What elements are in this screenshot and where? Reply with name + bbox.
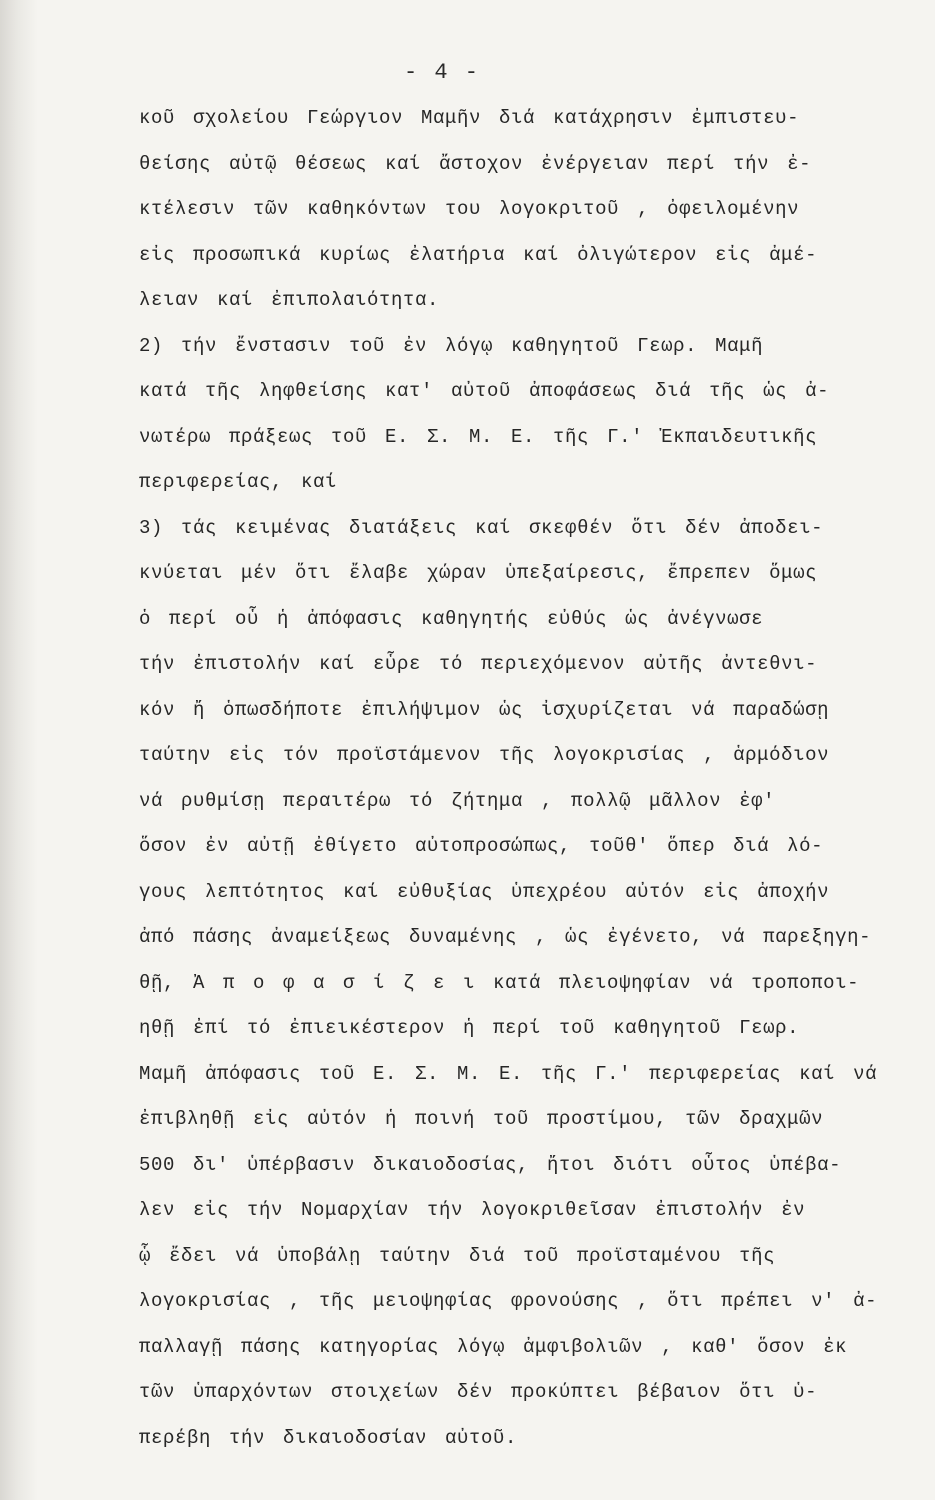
text-line: 2) τήν ἔνστασιν τοῦ ἐν λόγῳ καθηγητοῦ Γεωρ. Μαμῆ <box>139 334 764 357</box>
text-line: κόν ἤ ὁπωσδήποτε ἐπιλήψιμον ὡς ἰσχυρίζεται νά παραδώσῃ <box>139 698 830 721</box>
text-line: νωτέρω πράξεως τοῦ Ε. Σ. Μ. Ε. τῆς Γ.' Ἐκπαιδευτικῆς <box>139 425 818 448</box>
text-line: περέβη τήν δικαιοδοσίαν αὐτοῦ. <box>139 1426 518 1449</box>
text-line: ἀπό πάσης ἀναμείξεως δυναμένης , ὡς ἐγένετο, νά παρεξηγη- <box>139 926 872 948</box>
text-line: κτέλεσιν τῶν καθηκόντων του λογοκριτοῦ , ὀφειλομένην <box>139 198 800 220</box>
text-line: ταύτην εἰς τόν προϊστάμενον τῆς λογοκρισίας , ἁρμόδιον <box>139 744 830 766</box>
text-line: κοῦ σχολείου Γεώργιον Μαμῆν διά κατάχρησιν ἐμπιστευ- <box>139 107 800 129</box>
text-line: λεν εἰς τήν Νομαρχίαν τήν λογοκριθεῖσαν ἐπιστολήν ἐν <box>139 1199 806 1221</box>
text-line: ᾧ ἔδει νά ὑποβάλῃ ταύτην διά τοῦ προϊσταμένου τῆς <box>139 1244 776 1267</box>
text-line: λογοκρισίας , τῆς μειοψηφίας φρονούσης , ὅτι πρέπει ν' ἀ- <box>139 1290 878 1312</box>
text-line: γους λεπτότητος καί εὐθυξίας ὑπεχρέου αὐτόν εἰς ἀποχήν <box>139 880 830 903</box>
text-line: θείσης αὐτῷ θέσεως καί ἄστοχον ἐνέργειαν περί τήν ἐ- <box>139 152 812 175</box>
text-line: 3) τάς κειμένας διατάξεις καί σκεφθέν ὅτι δέν ἀποδει- <box>139 516 824 539</box>
text-line: Μαμῆ ἀπόφασις τοῦ Ε. Σ. Μ. Ε. τῆς Γ.' περιφερείας καί νά <box>139 1062 878 1085</box>
text-line: τῶν ὑπαρχόντων στοιχείων δέν προκύπτει βέβαιον ὅτι ὑ- <box>139 1381 818 1403</box>
document-body <box>139 96 899 1461</box>
text-line: τήν ἐπιστολήν καί εὗρε τό περιεχόμενον αὐτῆς ἀντεθνι- <box>139 653 818 675</box>
text-line: ηθῇ ἐπί τό ἐπιεικέστερον ἡ περί τοῦ καθηγητοῦ Γεωρ. <box>139 1017 800 1039</box>
text-line: κνύεται μέν ὅτι ἔλαβε χώραν ὑπεξαίρεσις, ἔπρεπεν ὅμως <box>139 562 818 584</box>
text-line: 500 δι' ὑπέρβασιν δικαιοδοσίας, ἤτοι διότι οὗτος ὑπέβα- <box>139 1153 842 1176</box>
text-line: ὁ περί οὗ ἡ ἀπόφασις καθηγητής εὐθύς ὡς ἀνέγνωσε <box>139 607 764 630</box>
text-line: περιφερείας, καί <box>139 471 338 493</box>
text-line: ἐπιβληθῇ εἰς αὐτόν ἡ ποινή τοῦ προστίμου, τῶν δραχμῶν <box>139 1108 824 1130</box>
text-line: κατά τῆς ληφθείσης κατ' αὐτοῦ ἀποφάσεως διά τῆς ὡς ἀ- <box>139 380 830 402</box>
page-number: - 4 - <box>403 60 480 85</box>
text-line: λειαν καί ἐπιπολαιότητα. <box>139 289 440 311</box>
scan-edge-shadow <box>0 0 38 1500</box>
text-line: θῇ, Ἀ π ο φ α σ ί ζ ε ι κατά πλειοψηφίαν νά τροποποι- <box>139 971 860 994</box>
text-line: εἰς προσωπικά κυρίως ἐλατήρια καί ὀλιγώτερον εἰς ἀμέ- <box>139 243 818 266</box>
text-line: νά ρυθμίσῃ περαιτέρω τό ζήτημα , πολλῷ μᾶλλον ἐφ' <box>139 789 776 812</box>
text-line: παλλαγῇ πάσης κατηγορίας λόγῳ ἀμφιβολιῶν , καθ' ὅσον ἐκ <box>139 1335 848 1358</box>
text-line: ὅσον ἐν αὐτῇ ἐθίγετο αὐτοπροσώπως, τοῦθ' ὅπερ διά λό- <box>139 835 824 857</box>
